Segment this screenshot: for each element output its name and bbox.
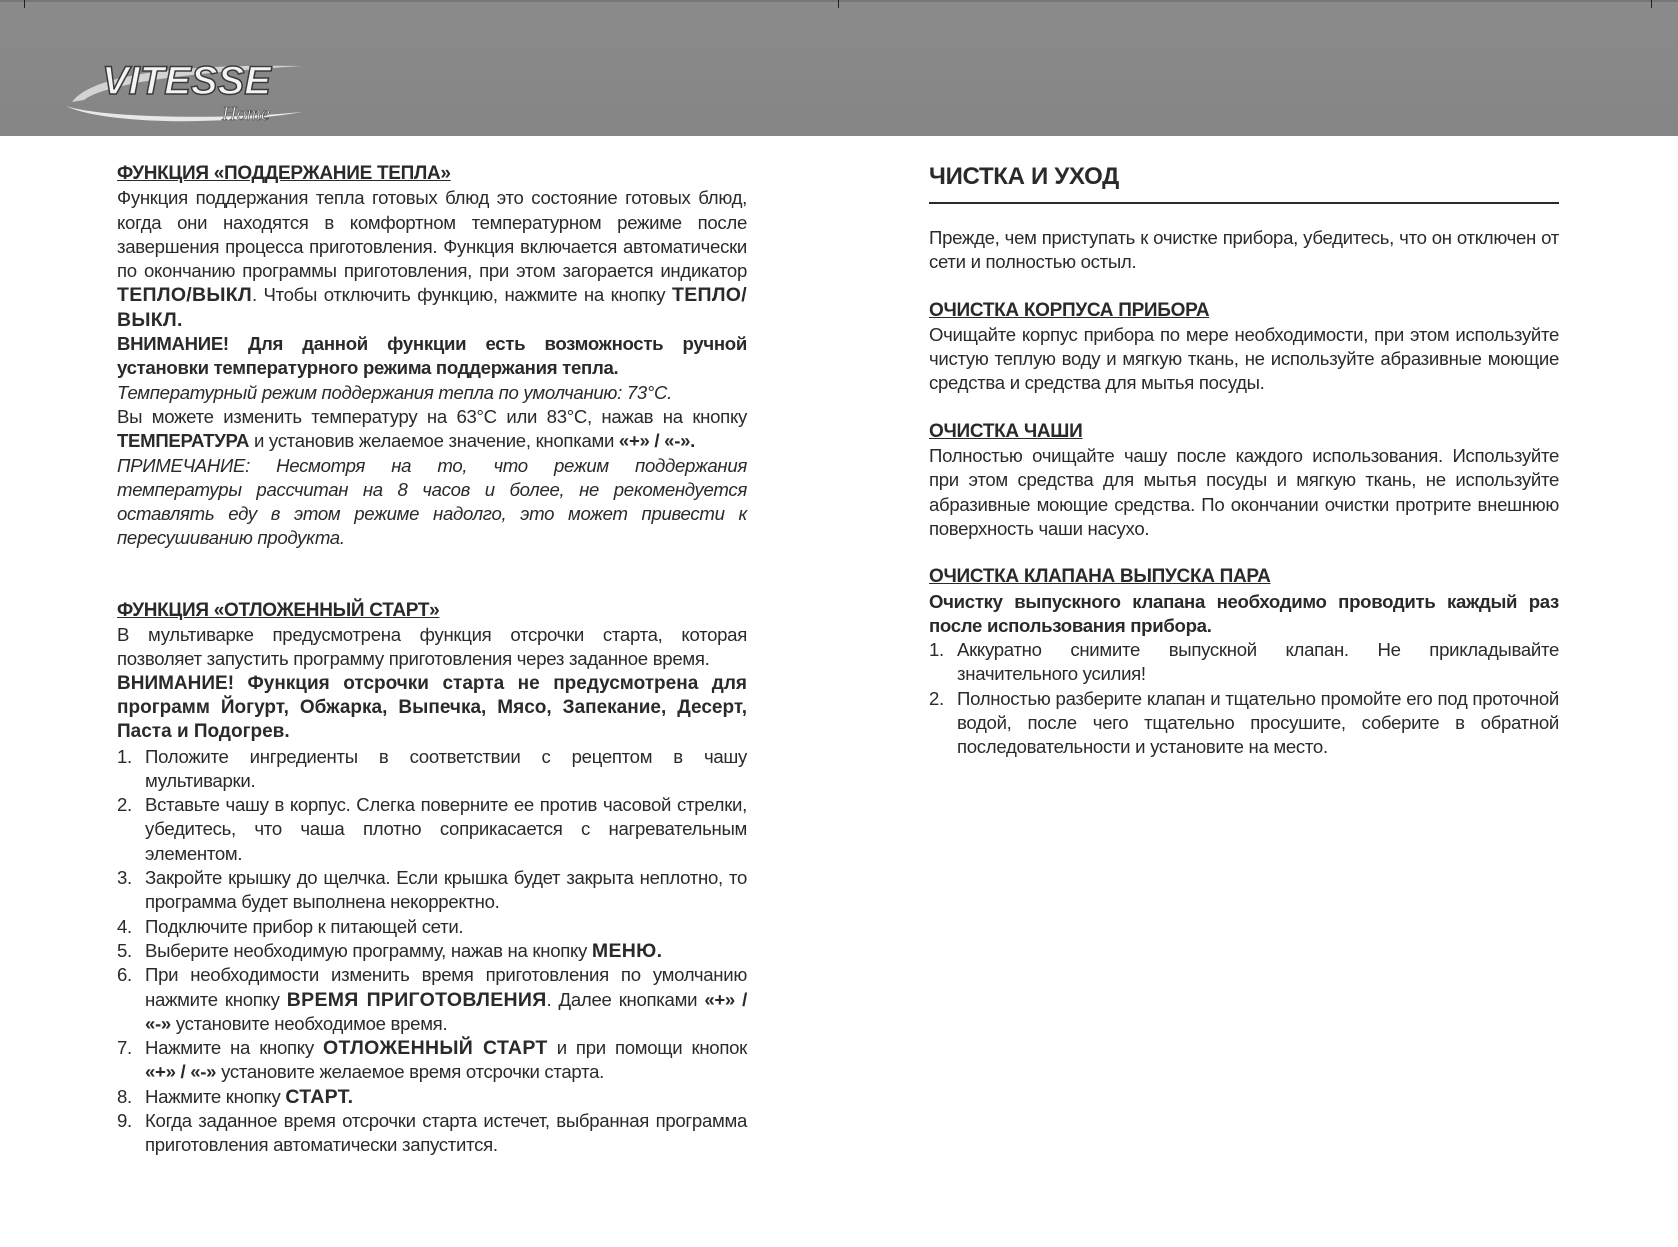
step-text: Нажмите кнопку [145,1085,286,1107]
step-text: . Далее кнопками [546,988,705,1010]
warm-warning: ВНИМАНИЕ! Для данной функции есть возможность ручной установки температурного режима поддержания тепла. [117,333,747,379]
valve-cleaning-title: ОЧИСТКА КЛАПАНА ВЫПУСКА ПАРА [929,566,1271,588]
delay-warning: ВНИМАНИЕ! Функция отсрочки старта не предусмотрена для программ Йогурт, Обжарка, Выпечка, Мясо, Запекание, Десерт, Паста и Подогрев. [117,672,747,743]
step-text: Вставьте чашу в корпус. Слегка поверните ее против часовой стрелки, убедитесь, что чаша плотно соприкасается с нагревательным элементом. [145,794,747,864]
step-text: установите необходимое время. [170,1012,448,1034]
plus-minus-keys: «+» / «-». [618,430,695,452]
list-item: 1. Аккуратно снимите выпускной клапан. Не прикладывайте значительного усилия! [929,639,1559,685]
bowl-cleaning-title: ОЧИСТКА ЧАШИ [929,420,1083,442]
body-cleaning-title: ОЧИСТКА КОРПУСА ПРИБОРА [929,299,1210,321]
bowl-cleaning-text: Полностью очищайте чашу после каждого использования. Используйте при этом средства для мытья посуды и мягкую ткань, не используйте абразивные моющие средства. По окончании очистки протрите внешнюю поверхность чаши насухо. [929,445,1559,539]
list-item: 9. Когда заданное время отсрочки старта истечет, выбранная программа приготовления автоматически запустится. [117,1109,747,1156]
delay-function-title: ФУНКЦИЯ «ОТЛОЖЕННЫЙ СТАРТ» [117,599,440,621]
step-text: Аккуратно снимите выпускной клапан. Не прикладывайте значительного усилия! [957,639,1559,685]
list-item: 2. Полностью разберите клапан и тщательно промойте его под проточной водой, после чего тщательно просушите, соберите в обратной последовательности и установите на место. [929,687,1559,758]
step-text: Нажмите на кнопку [145,1037,323,1059]
valve-warning: Очистку выпускного клапана необходимо проводить каждый раз после использования прибора. [929,590,1559,636]
list-item: 3. Закройте крышку до щелчка. Если крышка будет закрыта неплотно, то программа будет выполнена некорректно. [117,867,747,913]
step-text: Положите ингредиенты в соответствии с рецептом в чашу мультиварки. [145,745,747,791]
brand-logo [62,54,312,126]
delayed-start-button-label: ОТЛОЖЕННЫЙ СТАРТ [322,1037,548,1060]
temperature-button-label: ТЕМПЕРАТУРА [117,430,250,452]
crop-mark [1651,0,1652,8]
delay-steps [117,745,747,1158]
cook-time-button-label: ВРЕМЯ ПРИГОТОВЛЕНИЯ [286,988,547,1011]
warm-text: Функция поддержания тепла готовых блюд это состояние готовых блюд, когда они находятся в комфортном температурном режиме после завершения процесса приготовления. Функция включается автоматически по окончанию программы приготовления, при этом загорается индикатор [117,187,747,282]
warm-function-title: ФУНКЦИЯ «ПОДДЕРЖАНИЕ ТЕПЛА» [117,163,451,184]
list-item: 5. Выберите необходимую программу, нажав на кнопку МЕНЮ. [117,939,663,962]
crop-mark [838,0,839,8]
brand-wordmark: VITESSE [102,59,271,103]
list-item: 2. Вставьте чашу в корпус. Слегка поверните ее против часовой стрелки, убедитесь, что чаша плотно соприкасается с нагревательным элементом. [117,794,747,864]
header-band [0,0,1678,136]
list-item: 8. Нажмите кнопку СТАРТ. [117,1085,354,1108]
list-item: 6. При необходимости изменить время приготовления по умолчанию нажмите кнопку ВРЕМЯ ПРИГОТОВЛЕНИЯ. Далее кнопками «+» / «-» установите необходимое время. [117,964,747,1034]
warm-default-temp: Температурный режим поддержания тепла по умолчанию: 73°С. [117,381,673,403]
list-item: 4. Подключите прибор к питающей сети. [117,915,464,937]
warm-text: и установив желаемое значение, кнопками [249,430,619,452]
title-rule [929,202,1559,204]
warm-text: . Чтобы отключить функцию, нажмите на кнопку [251,284,672,306]
valve-steps [929,638,1559,759]
cleaning-title: ЧИСТКА И УХОД [929,163,1119,190]
brand-subword: Home [222,103,270,125]
step-text: и при помощи кнопок [547,1037,747,1059]
plus-minus-keys: «+» / «-» [145,988,747,1034]
left-column [117,162,747,1158]
warm-text: Вы можете изменить температуру на 63°С или 83°С, нажав на кнопку [117,405,747,427]
crop-mark [24,0,25,8]
step-text: Подключите прибор к питающей сети. [145,915,464,937]
brand-logo-graphic [62,54,312,126]
warm-note: ПРИМЕЧАНИЕ: Несмотря на то, что режим поддержания температуры рассчитан на 8 часов и более, не рекомендуется оставлять еду в этом режиме надолго, это может привести к пересушиванию продукта. [117,454,747,549]
cleaning-intro: Прежде, чем приступать к очистке прибора, убедитесь, что он отключен от сети и полностью остыл. [929,227,1559,273]
step-text: Закройте крышку до щелчка. Если крышка будет закрыта неплотно, то программа будет выполнена некорректно. [145,867,747,913]
warm-change-temp [117,405,747,454]
right-column [929,162,1559,760]
list-item: 1. Положите ингредиенты в соответствии с рецептом в чашу мультиварки. [117,745,747,791]
warm-off-button-label: ТЕПЛО/ВЫКЛ. [117,284,747,331]
warm-off-button-label: ТЕПЛО/ВЫКЛ [117,284,252,307]
step-text: Выберите необходимую программу, нажав на кнопку [145,939,592,961]
list-item: 7. Нажмите на кнопку ОТЛОЖЕННЫЙ СТАРТ и при помощи кнопок «+» / «-» установите желаемое время отсрочки старта. [117,1037,747,1083]
delay-intro: В мультиварке предусмотрена функция отсрочки старта, которая позволяет запустить программу приготовления через заданное время. [117,624,747,670]
step-text: Когда заданное время отсрочки старта истечет, выбранная программа приготовления автоматически запустится. [145,1109,747,1156]
step-text: Полностью разберите клапан и тщательно промойте его под проточной водой, после чего тщательно просушите, соберите в обратной последовательности и установите на место. [957,687,1559,758]
start-button-label: СТАРТ. [285,1085,354,1108]
warm-description [117,186,747,332]
step-text: установите желаемое время отсрочки старта. [216,1061,604,1083]
body-cleaning-text: Очищайте корпус прибора по мере необходимости, при этом используйте чистую теплую воду и мягкую ткань, не используйте абразивные моющие средства и средства для мытья посуды. [929,323,1559,394]
step-text: При необходимости изменить время приготовления по умолчанию нажмите кнопку [145,964,747,1010]
menu-button-label: МЕНЮ. [591,939,663,962]
plus-minus-keys: «+» / «-» [145,1061,217,1083]
